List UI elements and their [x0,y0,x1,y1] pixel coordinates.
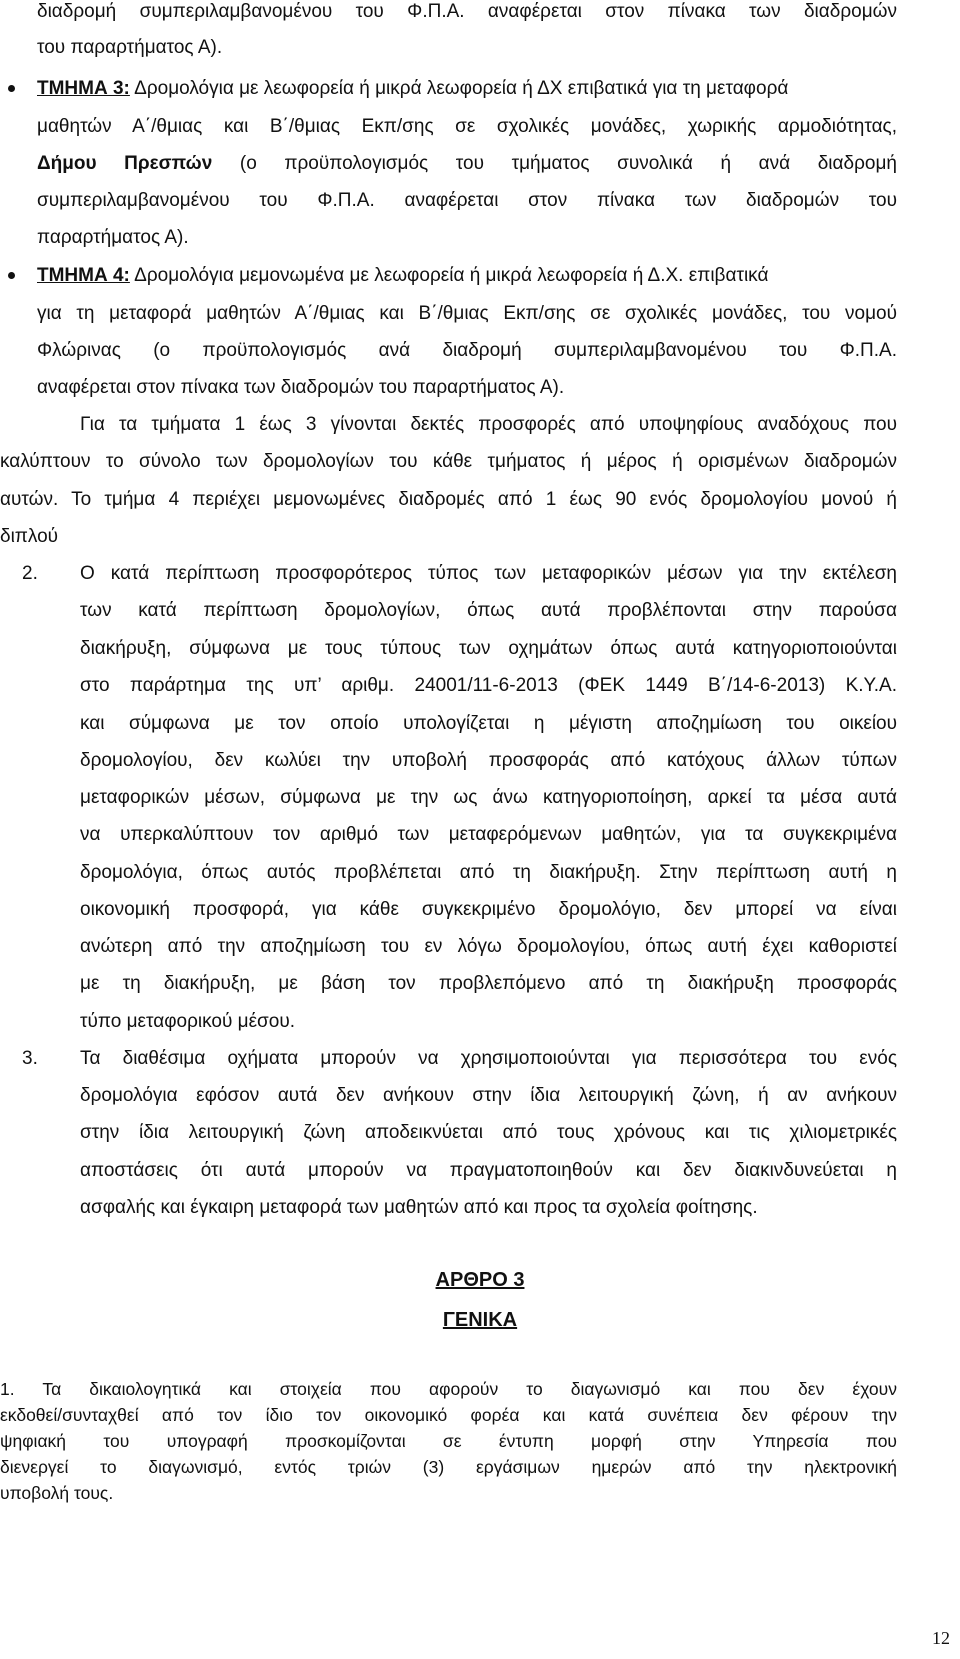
section-3-line-1-text: Δρομολόγια με λεωφορεία ή μικρά λεωφορεία ή ΔΧ επιβατικά για τη μεταφορά [129,78,789,99]
section-4-title: ΤΜΗΜΑ 4: [37,265,130,286]
section-3-municipality: Δήμου Πρεσπών [37,153,213,174]
offers-line-1: Για τα τμήματα 1 έως 3 γίνονται δεκτές προσφορές από υποψηφίους αναδόχους που [80,414,897,435]
article-item-1-line-3: ψηφιακή του υπογραφή προσκομίζονται σε έντυπη μορφή στην Υπηρεσία που [0,1431,897,1451]
section-3-line-4: συμπεριλαμβανομένου του Φ.Π.Α. αναφέρεται στον πίνακα των διαδρομών του [37,190,897,211]
section-4-line-2: για τη μεταφορά μαθητών Α΄/θμιας και Β΄/θμιας Εκπ/σης σε σχολικές μονάδες, του νομού [37,303,897,324]
article-number-heading: ΑΡΘΡΟ 3 [435,1269,525,1291]
section-4-line-3: Φλώρινας (ο προϋπολογισμός ανά διαδρομή συμπεριλαμβανομένου του Φ.Π.Α. [37,340,897,361]
article-item-1-line-1: 1. Τα δικαιολογητικά και στοιχεία που αφορούν το διαγωνισμό και που δεν έχουν [0,1379,897,1399]
section-3-line-3-text: (ο προϋπολογισμός του τμήματος συνολικά ή ανά διαδρομή [212,153,897,174]
section-3-line-3 [37,152,897,176]
item-2-line-1: Ο κατά περίπτωση προσφορότερος τύπος των μεταφορικών μέσων για την εκτέλεση [80,563,897,584]
section-3-line-1 [37,77,897,101]
item-2-line-10: οικονομική προσφορά, για κάθε συγκεκριμένο δρομολόγιο, δεν μπορεί να είναι [80,899,897,920]
section-3-line-2: μαθητών Α΄/θμιας και Β΄/θμιας Εκπ/σης σε σχολικές μονάδες, χωρικής αρμοδιότητας, [37,116,897,137]
item-2-line-8: να υπερκαλύπτουν τον αριθμό των μεταφερόμενων μαθητών, για τα συγκεκριμένα [80,824,897,845]
offers-line-2: καλύπτουν το σύνολο των δρομολογίων του κάθε τμήματος ή μέρος ή ορισμένων διαδρομών [0,451,897,472]
item-3-line-5: ασφαλής και έγκαιρη μεταφορά των μαθητών από και προς τα σχολεία φοίτησης. [80,1197,758,1218]
page-number: 12 [932,1628,950,1648]
section-3-title: ΤΜΗΜΑ 3: [37,78,130,99]
section-4-line-4: αναφέρεται στον πίνακα των διαδρομών του παραρτήματος Α). [37,377,565,398]
item-3-line-3: στην ίδια λειτουργική ζώνη αποδεικνύεται από τους χρόνους και τις χιλιομετρικές [80,1122,897,1143]
item-3-number: 3. [22,1048,38,1069]
offers-line-3: αυτών. Το τμήμα 4 περιέχει μεμονωμένες διαδρομές από 1 έως 90 ενός δρομολογίου μονού ή [0,489,897,510]
article-title-heading: ΓΕΝΙΚΑ [442,1309,518,1331]
bullet-icon [8,85,15,92]
continuation-line-2: του παραρτήματος Α). [37,37,223,58]
item-2-line-6: δρομολογίου, δεν κωλύει την υποβολή προσφοράς από κατόχους άλλων τύπων [80,750,897,771]
item-2-line-7: μεταφορικών μέσων, σύμφωνα με την ως άνω κατηγοριοποίηση, αρκεί τα μέσα αυτά [80,787,897,808]
item-2-line-9: δρομολόγια, όπως αυτός προβλέπεται από τη διακήρυξη. Στην περίπτωση αυτή η [80,862,897,883]
item-3-line-1: Τα διαθέσιμα οχήματα μπορούν να χρησιμοποιούνται για περισσότερα του ενός [80,1048,897,1069]
section-3-line-5: παραρτήματος Α). [37,227,189,248]
article-item-1-line-4: διενεργεί το διαγωνισμό, εντός τριών (3) εργάσιμων ημερών από την ηλεκτρονική [0,1457,897,1477]
item-2-number: 2. [22,563,38,584]
item-2-line-12: με τη διακήρυξη, με βάση τον προβλεπόμενο από τη διακήρυξη προσφοράς [80,973,897,994]
item-2-line-2: των κατά περίπτωση δρομολογίων, όπως αυτά προβλέπονται στην παρούσα [80,600,897,621]
item-2-line-3: διακήρυξη, σύμφωνα με τους τύπους των οχημάτων όπως αυτά κατηγοριοποιούνται [80,638,897,659]
item-2-line-4: στο παράρτημα της υπ’ αριθμ. 24001/11-6-2013 (ΦΕΚ 1449 Β΄/14-6-2013) Κ.Υ.Α. [80,675,897,696]
item-3-line-4: αποστάσεις ότι αυτά μπορούν να πραγματοποιηθούν και δεν διακινδυνεύεται η [80,1160,897,1181]
item-3-line-2: δρομολόγια εφόσον αυτά δεν ανήκουν στην ίδια λειτουργική ζώνη, ή αν ανήκουν [80,1085,897,1106]
article-item-1-line-5: υποβολή τους. [0,1483,114,1503]
section-4-line-1-text: Δρομολόγια μεμονωμένα με λεωφορεία ή μικρά λεωφορεία ή Δ.Χ. επιβατικά [129,265,769,286]
article-item-1-line-2: εκδοθεί/συνταχθεί από τον ίδιο τον οικονομικό φορέα και κατά συνέπεια δεν φέρουν την [0,1405,897,1425]
offers-line-4: διπλού [0,526,59,547]
item-2-line-5: και σύμφωνα με τον οποίο υπολογίζεται η μέγιστη αποζημίωση του οικείου [80,713,897,734]
item-2-line-11: ανώτερη από την αποζημίωση του εν λόγω δρομολογίου, όπως αυτή έχει καθοριστεί [80,936,897,957]
continuation-line-1: διαδρομή συμπεριλαμβανομένου του Φ.Π.Α. αναφέρεται στον πίνακα των διαδρομών [37,1,897,22]
section-4-line-1 [37,264,897,288]
item-2-line-13: τύπο μεταφορικού μέσου. [80,1011,296,1032]
bullet-icon [8,272,15,279]
